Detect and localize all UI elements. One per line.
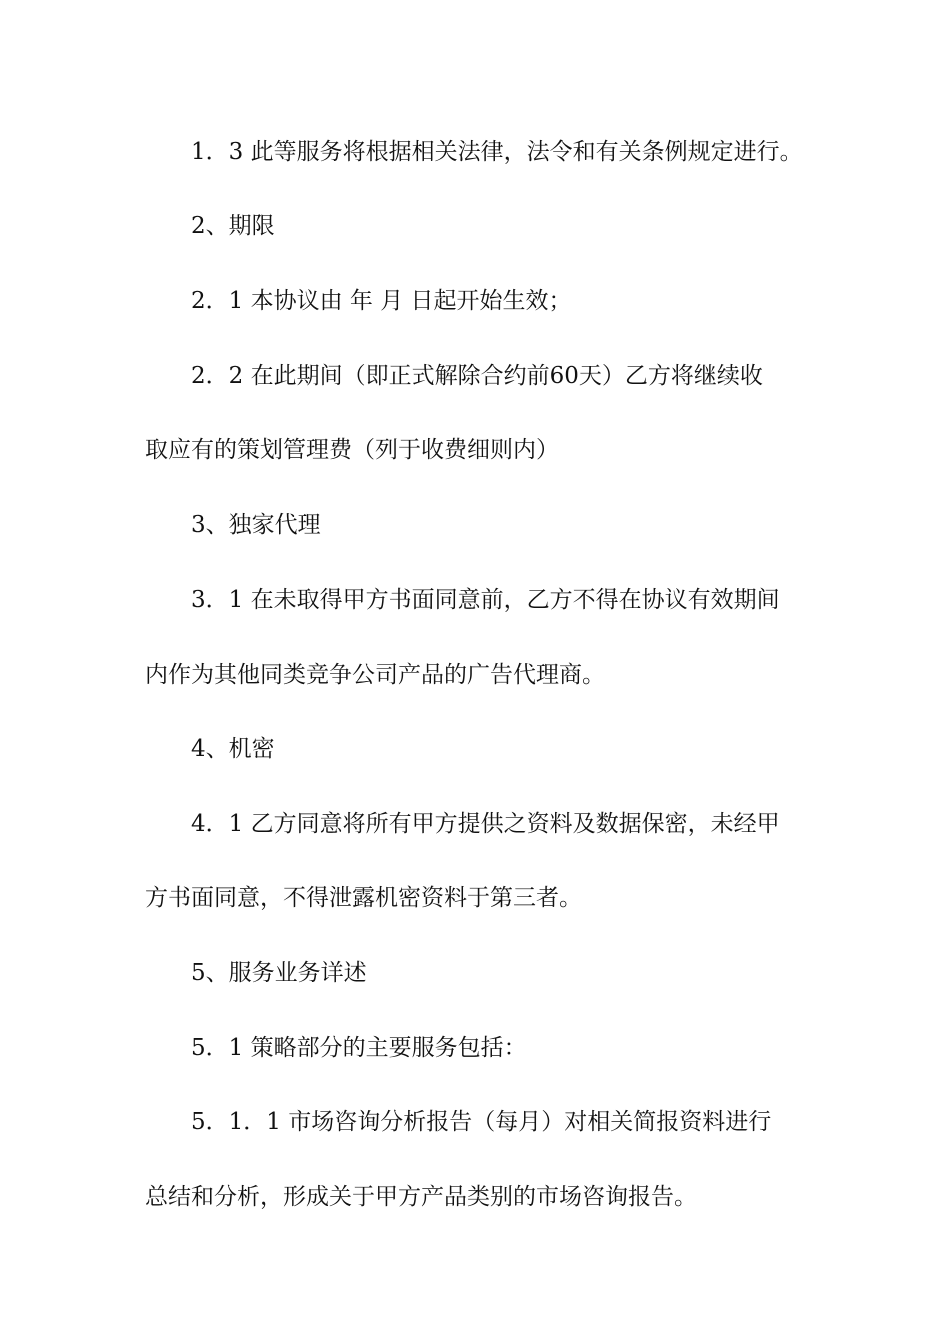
section-2-heading: 2、期限 — [191, 213, 275, 239]
clause-5-1: 5．1 策略部分的主要服务包括： — [191, 1035, 527, 1061]
clause-2-1: 2．1 本协议由 年 月 日起开始生效； — [191, 288, 572, 314]
clause-5-1-1-line-1: 5．1．1 市场咨询分析报告（每月）对相关简报资料进行 — [191, 1109, 772, 1135]
clause-2-2-line-1: 2．2 在此期间（即正式解除合约前60天）乙方将继续收 — [191, 363, 763, 389]
section-4-heading: 4、机密 — [191, 736, 275, 762]
clause-4-1-line-2: 方书面同意，不得泄露机密资料于第三者。 — [145, 885, 582, 911]
clause-1-3: 1．3 此等服务将根据相关法律，法令和有关条例规定进行。 — [191, 139, 803, 165]
clause-4-1-line-1: 4．1 乙方同意将所有甲方提供之资料及数据保密，未经甲 — [191, 811, 780, 837]
clause-5-1-1-line-2: 总结和分析，形成关于甲方产品类别的市场咨询报告。 — [145, 1184, 697, 1210]
clause-2-2-line-2: 取应有的策划管理费（列于收费细则内） — [145, 437, 559, 463]
clause-3-1-line-2: 内作为其他同类竞争公司产品的广告代理商。 — [145, 662, 605, 688]
clause-3-1-line-1: 3．1 在未取得甲方书面同意前，乙方不得在协议有效期间 — [191, 587, 780, 613]
section-5-heading: 5、服务业务详述 — [191, 960, 367, 986]
section-3-heading: 3、独家代理 — [191, 512, 321, 538]
